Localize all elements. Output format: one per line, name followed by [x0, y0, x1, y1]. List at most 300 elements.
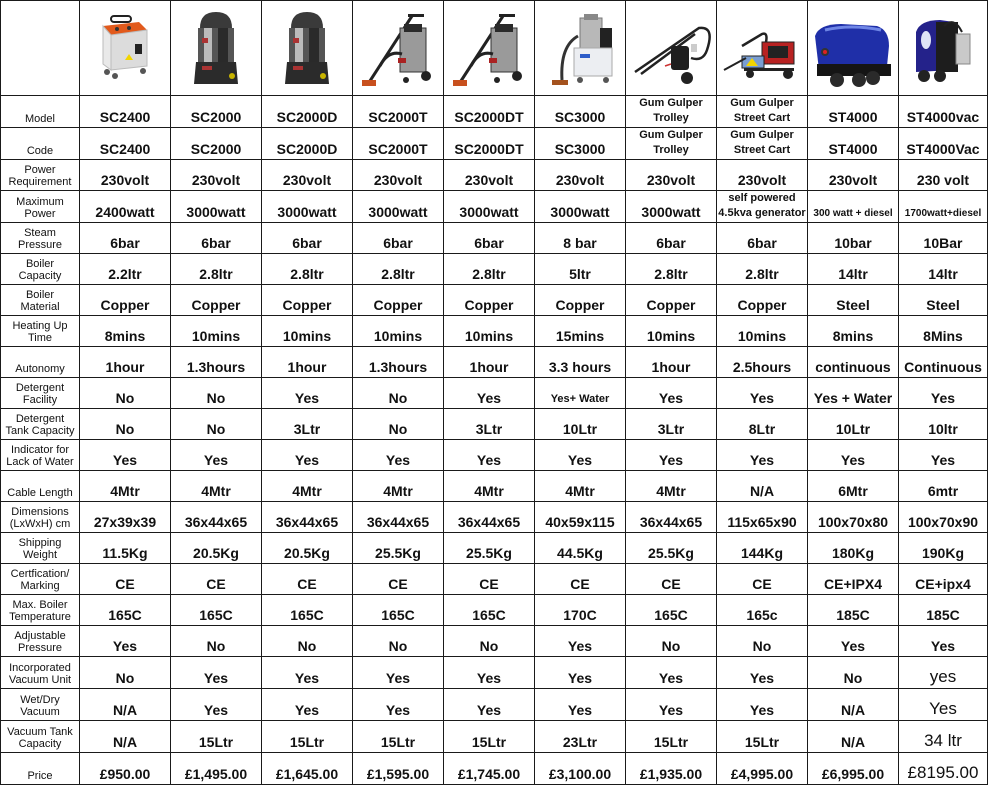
spec-label-line-2: Weight [22, 549, 58, 561]
spec-value-text: 15Ltr [198, 734, 234, 750]
spec-value-sc2000t [353, 285, 444, 316]
spec-value-gum-gulper-trolley [626, 657, 717, 689]
spec-value-text: £6,995.00 [821, 766, 885, 782]
spec-label-line-2: Facility [22, 394, 58, 406]
spec-value-text: 36x44x65 [184, 514, 248, 530]
spec-value-sc2000 [171, 626, 262, 657]
spec-value-sc2000d [262, 595, 353, 626]
spec-value-st4000vac [899, 378, 988, 409]
spec-value-sc2400 [80, 595, 171, 626]
spec-label-line-1: Steam [24, 227, 56, 239]
spec-value-text: 230volt [373, 172, 423, 188]
spec-value-sc2000 [171, 595, 262, 626]
spec-value-sc2000dt [444, 657, 535, 689]
spec-value-text: No [843, 670, 863, 686]
spec-row-boiler-capacity [1, 254, 988, 285]
spec-value-sc2000d [262, 223, 353, 254]
spec-value-text: £3,100.00 [548, 766, 612, 782]
spec-row-code [1, 128, 988, 160]
spec-label-line-2: Tank Capacity [5, 425, 75, 437]
spec-value-text: 15Ltr [653, 734, 689, 750]
spec-value-sc2000t [353, 409, 444, 440]
spec-value-sc2000dt [444, 347, 535, 378]
spec-value-text: SC3000 [554, 109, 606, 125]
spec-value-text: 10mins [191, 328, 241, 344]
spec-value-sc3000 [535, 471, 626, 502]
spec-value-text: Yes [749, 670, 775, 686]
spec-value-sc3000 [535, 191, 626, 223]
spec-value-text: 4Mtr [110, 483, 140, 499]
spec-value-st4000vac [899, 689, 988, 721]
spec-value-gum-gulper-trolley [626, 128, 717, 160]
spec-value-gum-gulper-street-cart [717, 689, 808, 721]
spec-label-line-2: Capacity [18, 738, 62, 750]
spec-value-text: 6bar [201, 235, 231, 251]
spec-value-text: 10Ltr [835, 421, 871, 437]
spec-value-gum-gulper-street-cart [717, 502, 808, 533]
spec-value-gum-gulper-street-cart [717, 285, 808, 316]
spec-value-text: 6bar [383, 235, 413, 251]
spec-value-text: 15mins [555, 328, 605, 344]
spec-value-text: 115x65x90 [727, 514, 797, 530]
spec-value-text: 8Mins [923, 328, 963, 344]
spec-label-line-1 [2, 101, 78, 113]
spec-value-gum-gulper-trolley [626, 440, 717, 471]
spec-value-text: N/A [840, 702, 866, 718]
spec-value-gum-gulper-trolley [626, 626, 717, 657]
product-image-sc2000d [262, 1, 353, 96]
spec-value-sc3000 [535, 347, 626, 378]
spec-value-text: 165C [472, 607, 506, 623]
spec-label-line-2: Code [26, 145, 54, 157]
spec-value-text: Yes [749, 390, 775, 406]
spec-value-text: 36x44x65 [639, 514, 703, 530]
blue-diesel-steamer-icon [811, 6, 895, 90]
spec-value-gum-gulper-trolley [626, 533, 717, 564]
spec-value-text: Yes [840, 452, 866, 468]
spec-value-st4000 [808, 316, 899, 347]
spec-value-text: 230volt [100, 172, 150, 188]
spec-value-gum-gulper-trolley [626, 285, 717, 316]
spec-value-sc2400 [80, 128, 171, 160]
spec-value-gum-gulper-trolley [626, 378, 717, 409]
spec-row-steam-pressure [1, 223, 988, 254]
spec-value-text: 2.8ltr [290, 266, 324, 282]
spec-value-sc2400 [80, 223, 171, 254]
spec-label [1, 689, 80, 721]
spec-value-text: £1,745.00 [457, 766, 521, 782]
spec-value-text: 170C [563, 607, 597, 623]
spec-value-sc3000 [535, 721, 626, 753]
spec-value-text: Gum Gulper [639, 129, 703, 141]
spec-value-st4000vac [899, 128, 988, 160]
spec-value-text: No [206, 638, 226, 654]
spec-value-gum-gulper-street-cart [717, 378, 808, 409]
black-canister-steamer-icon [277, 6, 337, 90]
spec-value-text: No [206, 421, 226, 437]
spec-value-gum-gulper-street-cart [717, 128, 808, 160]
spec-label [1, 657, 80, 689]
spec-label-line-1: Detergent [15, 413, 65, 425]
spec-value-sc2000dt [444, 626, 535, 657]
spec-label-line-2: Pressure [17, 239, 63, 251]
spec-value-st4000vac [899, 191, 988, 223]
spec-value-sc2400 [80, 254, 171, 285]
spec-value-gum-gulper-trolley [626, 316, 717, 347]
spec-value-sc2000dt [444, 689, 535, 721]
spec-label [1, 316, 80, 347]
stainless-steam-vacuum-cart-icon [540, 6, 620, 90]
spec-value-sc2000d [262, 471, 353, 502]
spec-value-sc2000dt [444, 285, 535, 316]
spec-label-line-1 [2, 351, 78, 363]
spec-label-line-1: Vacuum Tank [7, 726, 73, 738]
spec-value-text: 185C [836, 607, 870, 623]
spec-value-sc2000dt [444, 471, 535, 502]
spec-value-text: Yes [203, 670, 229, 686]
spec-value-text: SC2000T [368, 109, 428, 125]
spec-value-text: £1,645.00 [275, 766, 339, 782]
spec-value-text: CE [479, 576, 499, 592]
spec-value-text: 230volt [191, 172, 241, 188]
spec-value-text: Yes [385, 670, 411, 686]
trolley-steamer-with-wand-icon [358, 6, 438, 90]
spec-value-text: CE [388, 576, 408, 592]
spec-value-sc2000 [171, 533, 262, 564]
spec-label [1, 378, 80, 409]
spec-value-text: No [115, 421, 135, 437]
product-image-gum-gulper-street-cart [717, 1, 808, 96]
spec-value-text: SC2000 [190, 141, 242, 157]
spec-value-text: SC2400 [99, 141, 151, 157]
spec-row-certfication-marking [1, 564, 988, 595]
spec-value-text: 3000watt [550, 204, 610, 220]
spec-value-text: continuous [815, 359, 891, 375]
spec-value-text: 230volt [828, 172, 878, 188]
spec-value-sc2000 [171, 657, 262, 689]
spec-row-wet-dry-vacuum [1, 689, 988, 721]
spec-value-sc3000 [535, 254, 626, 285]
spec-value-sc2000d [262, 689, 353, 721]
spec-value-text: 11.5Kg [102, 545, 148, 561]
spec-value-gum-gulper-street-cart [717, 721, 808, 753]
spec-value-text: 1hour [105, 359, 145, 375]
spec-value-st4000vac [899, 254, 988, 285]
spec-value-gum-gulper-street-cart [717, 96, 808, 128]
spec-value-sc2000t [353, 440, 444, 471]
spec-label-line-1: Boiler [25, 258, 55, 270]
spec-value-text: 10mins [373, 328, 423, 344]
spec-value-sc2000dt [444, 440, 535, 471]
spec-value-gum-gulper-trolley [626, 96, 717, 128]
spec-row-cable-length [1, 471, 988, 502]
spec-value-sc2400 [80, 160, 171, 191]
spec-value-text: £1,495.00 [184, 766, 248, 782]
spec-value-sc2000t [353, 595, 444, 626]
spec-label [1, 128, 80, 160]
spec-value-text: CE+ipx4 [915, 576, 971, 592]
spec-value-text: 2.2ltr [108, 266, 142, 282]
spec-value-text: 165c [746, 607, 778, 623]
spec-value-sc2000 [171, 223, 262, 254]
spec-value-sc2000dt [444, 595, 535, 626]
spec-value-text: 4Mtr [474, 483, 504, 499]
spec-value-text: 165C [654, 607, 688, 623]
spec-value-text: 230volt [737, 172, 787, 188]
spec-value-text: 4Mtr [201, 483, 231, 499]
spec-label-line-2: Requirement [8, 176, 72, 188]
spec-value-gum-gulper-trolley [626, 409, 717, 440]
spec-value-text: 44.5Kg [557, 545, 603, 561]
spec-value-sc2400 [80, 657, 171, 689]
spec-value-text: 165C [290, 607, 324, 623]
spec-value-gum-gulper-street-cart [717, 564, 808, 595]
spec-value-st4000vac [899, 533, 988, 564]
spec-value-text: Yes [203, 452, 229, 468]
spec-value-st4000vac [899, 285, 988, 316]
spec-value-sc3000 [535, 378, 626, 409]
spec-value-text: 230volt [646, 172, 696, 188]
spec-value-st4000vac [899, 96, 988, 128]
spec-value-sc2000 [171, 564, 262, 595]
spec-value-text: Copper [373, 297, 423, 313]
spec-label-line-2: Model [25, 113, 55, 125]
product-image-row [1, 1, 988, 96]
spec-value-text: CE [297, 576, 317, 592]
spec-value-text: No [206, 390, 226, 406]
spec-value-sc2000 [171, 378, 262, 409]
spec-value-text: Yes [929, 699, 957, 718]
spec-value-sc3000 [535, 657, 626, 689]
spec-value-sc2000d [262, 254, 353, 285]
spec-value-gum-gulper-street-cart [717, 254, 808, 285]
spec-value-sc3000 [535, 626, 626, 657]
gum-gulper-street-cart-icon [722, 6, 802, 90]
spec-value-text: 20.5Kg [284, 545, 330, 561]
spec-value-sc3000 [535, 160, 626, 191]
spec-value-text: ST4000 [828, 109, 878, 125]
spec-value-st4000vac [899, 721, 988, 753]
spec-value-text: Yes [658, 452, 684, 468]
spec-value-text: Yes [294, 452, 320, 468]
spec-value-gum-gulper-street-cart [717, 471, 808, 502]
spec-value-text: Trolley [653, 112, 689, 124]
spec-value-sc2000d [262, 626, 353, 657]
spec-label-line-2: Vacuum [20, 706, 60, 718]
spec-label-line-1 [2, 133, 78, 145]
spec-value-text: 8mins [104, 328, 146, 344]
spec-value-text: Copper [100, 297, 150, 313]
spec-value-sc2000d [262, 191, 353, 223]
spec-value-text: Yes+ Water [550, 393, 610, 405]
spec-value-text: CE [115, 576, 135, 592]
spec-value-sc2000 [171, 502, 262, 533]
spec-value-text: 2.8ltr [654, 266, 688, 282]
spec-value-text: Yes [294, 670, 320, 686]
spec-value-sc2000dt [444, 223, 535, 254]
spec-value-text: Yes [658, 670, 684, 686]
spec-value-text: 1.3hours [186, 359, 246, 375]
spec-value-sc2000t [353, 223, 444, 254]
spec-value-sc2000t [353, 128, 444, 160]
spec-label-line-1: Incorporated [9, 662, 71, 674]
spec-value-sc2000d [262, 316, 353, 347]
spec-value-gum-gulper-trolley [626, 191, 717, 223]
spec-value-st4000vac [899, 347, 988, 378]
spec-value-sc2000dt [444, 409, 535, 440]
spec-value-sc2000dt [444, 96, 535, 128]
spec-value-text: 3Ltr [657, 421, 685, 437]
spec-value-sc2000t [353, 316, 444, 347]
spec-value-sc2000 [171, 285, 262, 316]
spec-row-incorporated-vacuum-unit [1, 657, 988, 689]
corner-cell [1, 1, 80, 96]
spec-value-sc2000 [171, 128, 262, 160]
spec-row-maximum-power [1, 191, 988, 223]
spec-value-text: £950.00 [99, 766, 151, 782]
spec-value-text: N/A [112, 702, 138, 718]
spec-value-sc3000 [535, 564, 626, 595]
spec-value-text: 4.5kva generator [718, 207, 806, 219]
spec-value-text: SC2000D [276, 141, 338, 157]
spec-value-sc3000 [535, 96, 626, 128]
spec-value-sc2000t [353, 347, 444, 378]
spec-row-indicator-for-lack-of-water [1, 440, 988, 471]
spec-row-boiler-material [1, 285, 988, 316]
spec-value-text: SC2000 [190, 109, 242, 125]
spec-label-line-1: Power [24, 164, 56, 176]
spec-value-sc2000dt [444, 378, 535, 409]
spec-value-sc2000t [353, 160, 444, 191]
spec-row-detergent-tank-capacity [1, 409, 988, 440]
spec-value-text: No [388, 421, 408, 437]
spec-value-gum-gulper-trolley [626, 160, 717, 191]
spec-value-text: Yes [930, 638, 956, 654]
spec-label [1, 223, 80, 254]
spec-value-gum-gulper-trolley [626, 595, 717, 626]
spec-value-st4000vac [899, 316, 988, 347]
spec-value-text: N/A [749, 483, 775, 499]
spec-value-sc3000 [535, 285, 626, 316]
spec-value-gum-gulper-trolley [626, 721, 717, 753]
spec-value-text: 2.8ltr [381, 266, 415, 282]
spec-value-sc2400 [80, 409, 171, 440]
spec-value-sc3000 [535, 689, 626, 721]
spec-value-text: Yes [476, 702, 502, 718]
spec-value-text: Yes [294, 390, 320, 406]
spec-label [1, 409, 80, 440]
spec-value-text: Yes [112, 638, 138, 654]
spec-value-sc2000t [353, 564, 444, 595]
spec-value-text: 2.8ltr [472, 266, 506, 282]
spec-value-gum-gulper-trolley [626, 347, 717, 378]
spec-value-text: Yes [203, 702, 229, 718]
spec-value-gum-gulper-street-cart [717, 440, 808, 471]
spec-label-line-1 [2, 758, 78, 770]
spec-label-line-2: Marking [20, 580, 60, 592]
spec-value-gum-gulper-street-cart [717, 223, 808, 254]
product-image-st4000vac [899, 1, 988, 96]
spec-value-text: 1700watt+diesel [904, 208, 982, 219]
spec-value-text: 4Mtr [565, 483, 595, 499]
spec-value-text: 100x70x90 [907, 514, 979, 530]
spec-value-text: £8195.00 [907, 763, 979, 782]
spec-value-text: ST4000Vac [906, 141, 980, 157]
spec-value-text: 3.3 hours [548, 359, 612, 375]
spec-label-line-1: Boiler [25, 289, 55, 301]
spec-value-text: Gum Gulper [730, 97, 794, 109]
product-image-st4000 [808, 1, 899, 96]
spec-value-text: ST4000 [828, 141, 878, 157]
spec-value-sc2000 [171, 254, 262, 285]
spec-label-line-1: Heating Up [12, 320, 68, 332]
spec-value-text: Yes + Water [813, 390, 893, 406]
spec-value-text: 4Mtr [656, 483, 686, 499]
spec-value-text: 36x44x65 [366, 514, 430, 530]
spec-value-text: Yes [567, 638, 593, 654]
spec-value-st4000 [808, 347, 899, 378]
spec-value-sc2000t [353, 378, 444, 409]
spec-value-text: SC2000DT [454, 109, 524, 125]
spec-value-sc3000 [535, 595, 626, 626]
spec-value-text: 185C [926, 607, 960, 623]
spec-value-sc2000d [262, 657, 353, 689]
spec-value-sc2000t [353, 191, 444, 223]
spec-value-text: 3Ltr [293, 421, 321, 437]
spec-value-gum-gulper-street-cart [717, 160, 808, 191]
spec-value-text: 6bar [747, 235, 777, 251]
spec-value-text: 6bar [110, 235, 140, 251]
spec-value-text: No [115, 670, 135, 686]
spec-value-st4000 [808, 254, 899, 285]
spec-row-adjustable-pressure [1, 626, 988, 657]
spec-value-gum-gulper-trolley [626, 254, 717, 285]
spec-label-line-1: Adjustable [14, 630, 66, 642]
spec-value-text: No [388, 390, 408, 406]
spec-value-text: N/A [840, 734, 866, 750]
spec-value-text: £1,935.00 [639, 766, 703, 782]
spec-value-sc2000d [262, 533, 353, 564]
spec-value-gum-gulper-street-cart [717, 626, 808, 657]
spec-value-text: 4Mtr [292, 483, 322, 499]
spec-value-text: 8Ltr [748, 421, 776, 437]
spec-value-st4000 [808, 471, 899, 502]
spec-value-sc2000 [171, 689, 262, 721]
spec-value-text: 25.5Kg [648, 545, 694, 561]
spec-value-text: 23Ltr [562, 734, 598, 750]
spec-value-text: SC2000DT [454, 141, 524, 157]
spec-value-text: 2.8ltr [745, 266, 779, 282]
spec-value-text: Trolley [653, 144, 689, 156]
trolley-steamer-with-wand-icon [449, 6, 529, 90]
spec-value-text: CE [752, 576, 772, 592]
spec-value-text: Yes [749, 702, 775, 718]
spec-label-line-2: Lack of Water [6, 456, 74, 468]
spec-value-st4000vac [899, 440, 988, 471]
spec-value-text: 3000watt [368, 204, 428, 220]
spec-value-st4000vac [899, 471, 988, 502]
spec-value-sc2000d [262, 378, 353, 409]
spec-value-sc2000d [262, 96, 353, 128]
spec-value-st4000 [808, 191, 899, 223]
spec-value-st4000 [808, 657, 899, 689]
spec-value-text: 4Mtr [383, 483, 413, 499]
spec-value-sc2000dt [444, 564, 535, 595]
spec-value-text: 10mins [737, 328, 787, 344]
spec-value-text: 6bar [292, 235, 322, 251]
spec-value-gum-gulper-street-cart [717, 409, 808, 440]
spec-value-text: Yes [385, 452, 411, 468]
